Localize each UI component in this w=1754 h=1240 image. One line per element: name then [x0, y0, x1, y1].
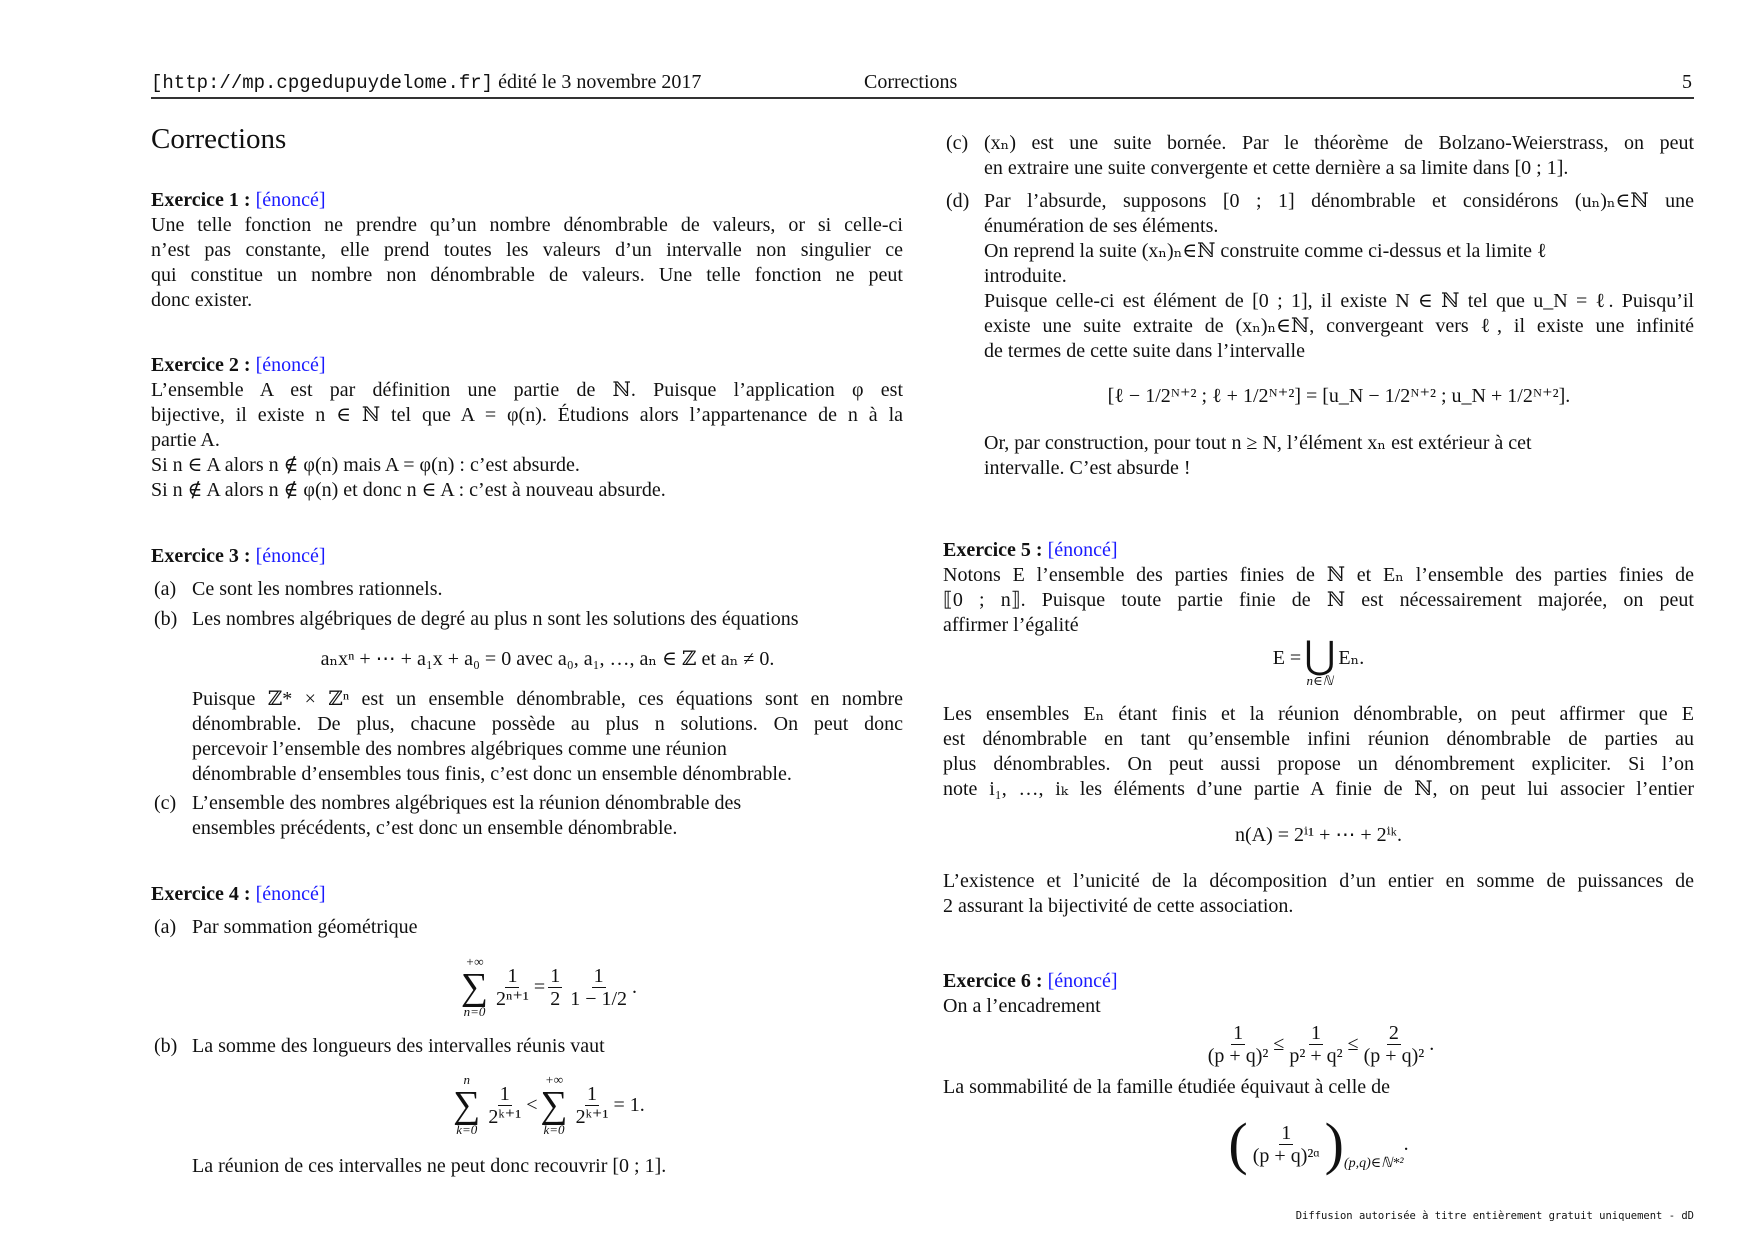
text-line: existe une suite extraite de (xₙ)ₙ∈ℕ, convergeant vers ℓ, il existe une infinité	[984, 315, 1694, 337]
text-line: énumération de ses éléments.	[984, 215, 1219, 237]
index-subscript: (p,q)∈ℕ*²	[1343, 1156, 1404, 1171]
text-line: (xₙ) est une suite bornée. Par le théorème de Bolzano-Weierstrass, on peut	[984, 132, 1694, 154]
heading-label: Exercice 6 :	[943, 970, 1043, 992]
enonce-link[interactable]: [énoncé]	[255, 883, 326, 905]
rhs: Eₙ.	[1338, 647, 1365, 669]
text-line: dénombrable d’ensembles tous finis, c’est donc un ensemble dénombrable.	[192, 763, 792, 785]
item-c	[151, 791, 903, 841]
heading-label: Exercice 3 :	[151, 545, 251, 567]
item-label: (b)	[154, 1035, 178, 1057]
enonce-link[interactable]: [énoncé]	[255, 354, 326, 376]
header-url: [http://mp.cpgedupuydelome.fr]	[151, 72, 494, 94]
item-a	[151, 915, 903, 1022]
exercise-heading	[943, 969, 1694, 994]
text-line: dénombrable. De plus, chacune possède au plus n solutions. On peut donc	[192, 713, 903, 735]
leq: ≤	[1347, 1032, 1359, 1055]
text-line: intervalle. C’est absurde !	[984, 457, 1191, 479]
equation: aₙxⁿ + ⋯ + a₁x + a₀ = 0 avec a₀, a₁, …, aₙ ∈ ℤ et aₙ ≠ 0.	[320, 648, 775, 670]
period: .	[632, 975, 638, 998]
item-label: (a)	[154, 916, 177, 938]
exercise-heading	[151, 353, 903, 378]
heading-label: Exercice 5 :	[943, 539, 1043, 561]
text-line: qui constitue un nombre non dénombrable de valeurs. Une telle fonction ne peut	[151, 264, 903, 286]
text-line: L’existence et l’unicité de la décomposition d’un entier en somme de puissances de	[943, 870, 1694, 892]
fraction: $\frac{1}{\text{p² + q²}}$	[1289, 1021, 1343, 1067]
text-line: Puisque celle-ci est élément de [0 ; 1], il existe N ∈ ℕ tel que u_N = ℓ. Puisqu’il	[984, 290, 1694, 312]
header-date: édité le 3 novembre 2017	[498, 71, 702, 93]
item-d-conclusion	[984, 431, 1694, 481]
text-line: La somme des longueurs des intervalles réunis vaut	[192, 1035, 605, 1057]
text-line: On reprend la suite (xₙ)ₙ∈ℕ construite comme ci-dessus et la limite ℓ	[984, 240, 1547, 262]
text-line: Par l’absurde, supposons [0 ; 1] dénombrable et considérons (uₙ)ₙ∈ℕ une	[984, 190, 1694, 212]
right-column	[943, 131, 1694, 1176]
text-line: de termes de cette suite dans l’intervalle	[984, 340, 1305, 362]
footer-note: Diffusion autorisée à titre entièrement gratuit uniquement - dD	[1295, 1210, 1694, 1222]
text-line: 2 assurant la bijectivité de cette association.	[943, 895, 1294, 917]
text-line: partie A.	[151, 429, 220, 451]
header-left	[151, 70, 701, 95]
exercise-4	[151, 882, 903, 1179]
fraction: $\frac{1}{2}$	[550, 964, 561, 1010]
heading-label: Exercice 2 :	[151, 354, 251, 376]
text-line: n’est pas constante, elle prend toutes les valeurs d’un intervalle non singulier ce	[151, 239, 903, 261]
sum-symbol: +∞ ∑ k=0	[540, 1072, 568, 1137]
text-line: bijective, il existe n ∈ ℕ tel que A = φ(n). Étudions alors l’appartenance de n à la	[151, 404, 903, 426]
equals-one: = 1.	[613, 1093, 645, 1116]
left-column	[151, 122, 903, 1179]
text-line: L’ensemble A est par définition une partie de ℕ. Puisque l’application φ est	[151, 379, 903, 401]
text-line: Les nombres algébriques de degré au plus n sont les solutions des équations	[192, 608, 799, 630]
heading-label: Exercice 4 :	[151, 883, 251, 905]
item-label: (c)	[946, 132, 969, 154]
text-line: La réunion de ces intervalles ne peut donc recouvrir [0 ; 1].	[192, 1155, 667, 1177]
equation-bounds	[943, 1019, 1694, 1069]
fraction: $\frac{1}{1 - 1/2}$	[570, 964, 628, 1010]
left-paren: (	[1228, 1111, 1248, 1176]
text-line: Puisque ℤ* × ℤⁿ est un ensemble dénombrable, ces équations sont en nombre	[192, 688, 903, 710]
period: .	[1429, 1032, 1435, 1055]
header-rule	[151, 97, 1694, 99]
item-label: (c)	[154, 792, 177, 814]
exercise-5	[943, 538, 1694, 919]
enonce-link[interactable]: [énoncé]	[1047, 970, 1118, 992]
exercise-heading	[151, 882, 903, 907]
item-d	[943, 189, 1694, 481]
period: .	[1403, 1132, 1409, 1155]
item-a	[151, 577, 903, 602]
exercise-5-conclusion	[943, 869, 1694, 919]
text-line: donc exister.	[151, 289, 253, 311]
equals: =	[533, 975, 546, 998]
page-title: Corrections	[151, 123, 287, 155]
text-line: est dénombrable en tant qu’ensemble infini réunion dénombrable de parties au	[943, 728, 1694, 750]
item-label: (d)	[946, 190, 970, 212]
text-line: La sommabilité de la famille étudiée équivaut à celle de	[943, 1076, 1391, 1098]
header-section: Corrections	[864, 71, 958, 93]
text-line: Notons E l’ensemble des parties finies de ℕ et Eₙ l’ensemble des parties finies de	[943, 564, 1694, 586]
exercise-3	[151, 544, 903, 841]
item-b	[151, 1034, 903, 1179]
exercise-6	[943, 969, 1694, 1176]
text-line: L’ensemble des nombres algébriques est la réunion dénombrable des	[192, 792, 742, 814]
less-than: <	[526, 1093, 538, 1116]
exercise-5-body	[943, 702, 1694, 802]
text-line: Les ensembles Eₙ étant finis et la réunion dénombrable, on peut affirmer que E	[943, 703, 1694, 725]
lhs: E =	[1272, 647, 1302, 669]
exercise-2	[151, 353, 903, 503]
item-label: (a)	[154, 578, 177, 600]
text-line: Si n ∈ A alors n ∉ φ(n) mais A = φ(n) : c’est absurde.	[151, 454, 580, 476]
equation-length-sum	[192, 1070, 903, 1140]
text-line: note i₁, …, iₖ les éléments d’une partie A finie de ℕ, on peut lui associer l’entier	[943, 778, 1694, 800]
enonce-link[interactable]: [énoncé]	[255, 545, 326, 567]
leq: ≤	[1273, 1032, 1285, 1055]
fraction: $\frac{1}{\text{(p + q)²ᵅ}}$	[1252, 1121, 1320, 1167]
text-line: Par sommation géométrique	[192, 916, 418, 938]
fraction: $\frac{1}{\text{2ᵏ⁺¹}}$	[575, 1082, 609, 1128]
equation-interval: [ℓ − 1/2ᴺ⁺² ; ℓ + 1/2ᴺ⁺²] = [u_N − 1/2ᴺ⁺² ; u_N + 1/2ᴺ⁺²].	[1107, 385, 1571, 407]
text-line: Si n ∉ A alors n ∉ φ(n) et donc n ∈ A : c’est à nouveau absurde.	[151, 479, 666, 501]
text-line: Or, par construction, pour tout n ≥ N, l’élément xₙ est extérieur à cet	[984, 432, 1532, 454]
sum-symbol: n ∑ k=0	[453, 1072, 481, 1137]
text-line: Ce sont les nombres rationnels.	[192, 578, 443, 600]
exercise-heading	[943, 538, 1694, 563]
item-label: (b)	[154, 608, 178, 630]
page-number: 5	[1682, 71, 1692, 93]
equation-binary: n(A) = 2ⁱ¹ + ⋯ + 2ⁱᵏ.	[1235, 824, 1402, 846]
item-c	[943, 131, 1694, 181]
fraction: $\frac{1}{\text{(p + q)²}}$	[1207, 1021, 1269, 1067]
exercise-heading	[151, 188, 903, 213]
text-line: ensembles précédents, c’est donc un ensemble dénombrable.	[192, 817, 678, 839]
item-b	[151, 607, 903, 787]
text-line: ⟦0 ; n⟧. Puisque toute partie finie de ℕ est nécessairement majorée, on peut	[943, 589, 1694, 611]
fraction: $\frac{1}{\text{2ⁿ⁺¹}}$	[496, 964, 529, 1010]
exercise-heading	[151, 544, 903, 569]
sum-symbol: +∞ ∑ n=0	[460, 954, 489, 1019]
fraction: $\frac{2}{\text{(p + q)²}}$	[1363, 1021, 1425, 1067]
text-line: introduite.	[984, 265, 1067, 287]
text-line: On a l’encadrement	[943, 995, 1101, 1017]
union-symbol: ⋃ n∈ℕ	[1304, 635, 1336, 688]
text-line: plus dénombrables. On peut aussi propose un dénombrement expliciter. Si l’on	[943, 753, 1694, 775]
right-paren: )	[1324, 1111, 1344, 1176]
heading-label: Exercice 1 :	[151, 189, 251, 211]
equation-family	[943, 1112, 1694, 1176]
text-line: percevoir l’ensemble des nombres algébriques comme une réunion	[192, 738, 727, 760]
item-b-continued	[192, 687, 903, 787]
equation-geometric-sum	[192, 952, 903, 1022]
enonce-link[interactable]: [énoncé]	[255, 189, 326, 211]
text-line: Une telle fonction ne prendre qu’un nombre dénombrable de valeurs, or si celle-ci	[151, 214, 903, 236]
enonce-link[interactable]: [énoncé]	[1047, 539, 1118, 561]
text-line: en extraire une suite convergente et cette dernière a sa limite dans [0 ; 1].	[984, 157, 1569, 179]
equation-union	[943, 635, 1694, 698]
exercise-1	[151, 188, 903, 313]
text-line: affirmer l’égalité	[943, 614, 1079, 636]
fraction: $\frac{1}{\text{2ᵏ⁺¹}}$	[488, 1082, 522, 1128]
